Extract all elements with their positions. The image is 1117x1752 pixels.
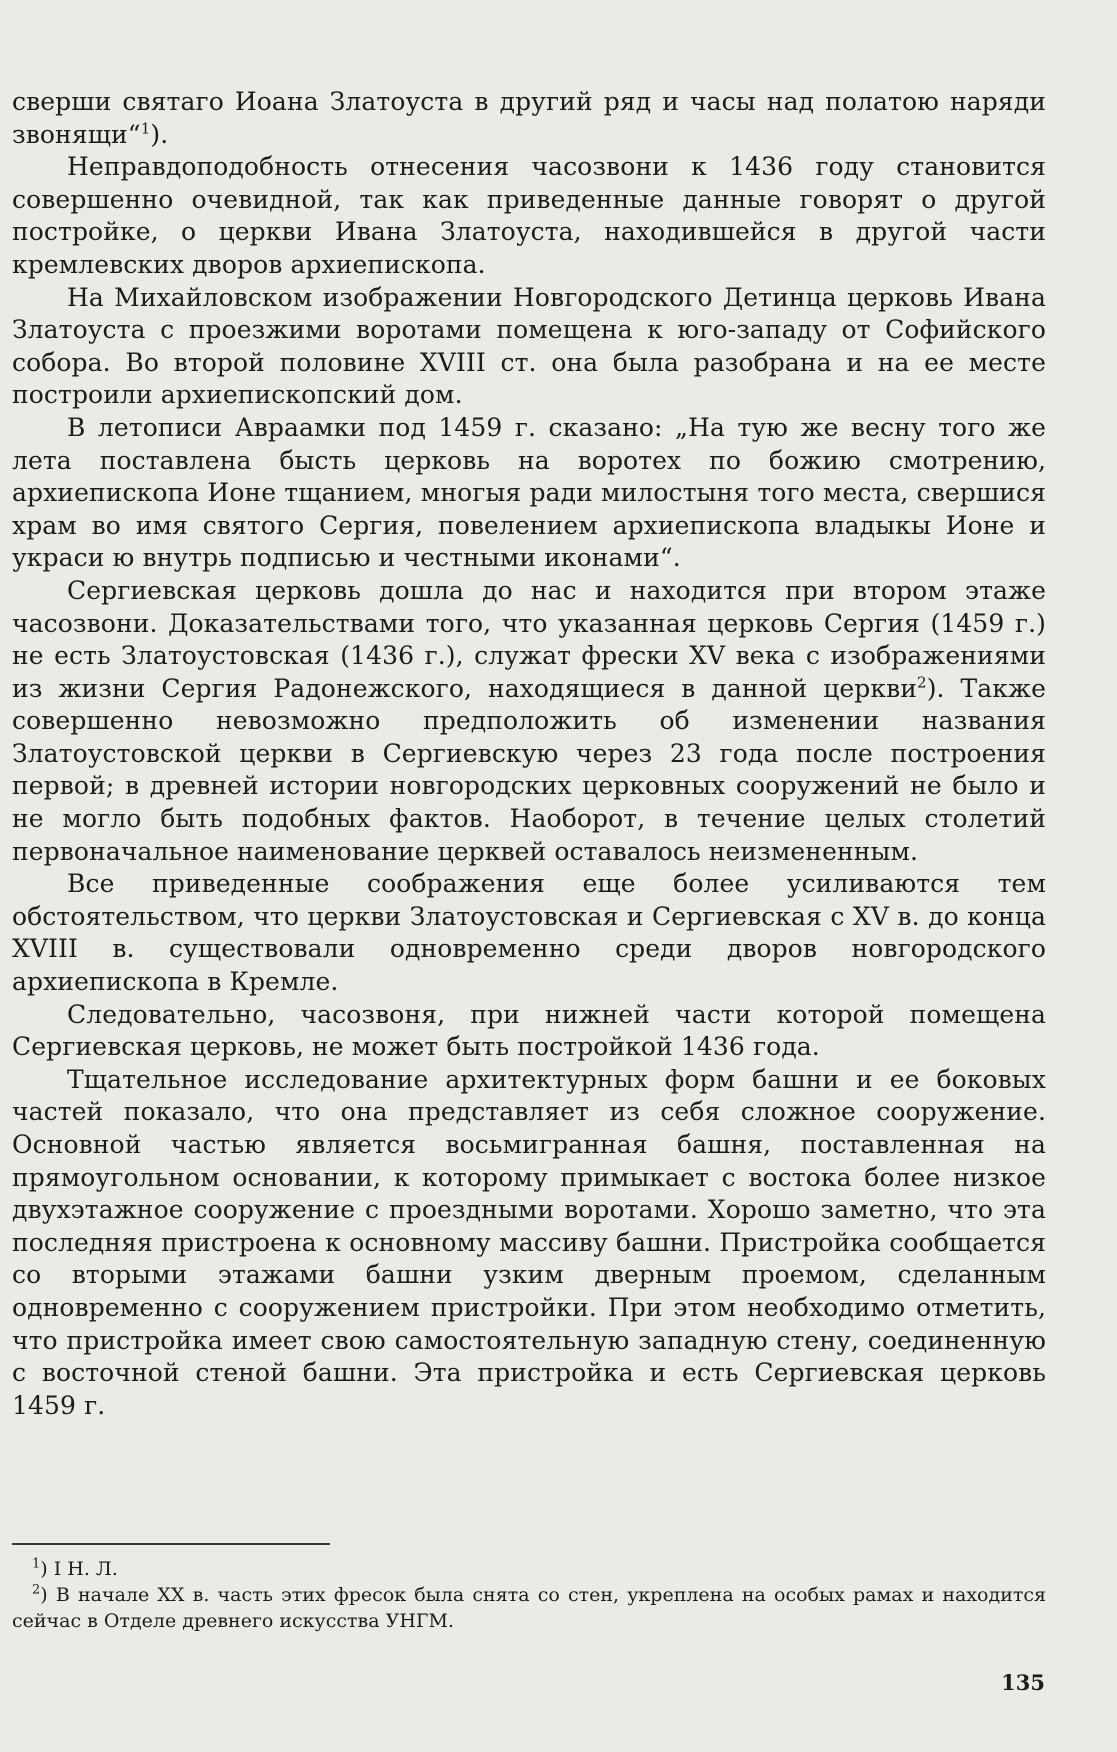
footnote-ref-1: 1	[140, 119, 151, 138]
paragraph-6: Все приведенные соображения еще более усиливаются тем обстоятельством, что церкви Златоустовская и Сергиевская с XV в. до конца XVIII в. существовали одновременно среди дворов новгородского архиепископа в Кремле.	[12, 869, 1046, 997]
paragraph-1: сверши святаго Иоана Златоуста в другий ряд и часы над полатою наряди звонящи“$^1$).	[12, 87, 1046, 149]
paragraph-2: Неправдоподобность отнесения часозвони к 1436 году становится совершенно очевидной, так как приведенные данные говорят о другой постройке, о церкви Ивана Златоуста, находившейся в другой части кремлевских дворов архиепископа.	[12, 152, 1046, 279]
footnotes	[12, 1556, 1046, 1634]
footnote-2: $^2$) В начале XX в. часть этих фресок была снята со стен, укреплена на особых рамах и находится сейчас в Отделе древнего искусства УНГМ.	[12, 1582, 1046, 1632]
footnote-divider	[12, 1543, 330, 1545]
paragraph-4: В летописи Авраамки под 1459 г. сказано: „На тую же весну того же лета поставлена бысть церковь на воротех по божию смотрению, архиепископа Ионе тщанием, многыя ради милостыня того места, свершися храм во имя святого Сергия, повелением архиепископа владыкы Ионе и украси ю внутрь подписью и честными иконами“.	[12, 412, 1046, 573]
paragraph-3: На Михайловском изображении Новгородского Детинца церковь Ивана Златоуста с проезжими воротами помещена к юго-западу от Софийского собора. Во второй половине XVIII ст. она была разобрана и на ее месте построили архиепископский дом.	[12, 282, 1046, 410]
paragraph-5: Сергиевская церковь дошла до нас и находится при втором этаже часозвони. Доказательствами того, что указанная церковь Сергия (1459 г.) не есть Златоустовская (1436 г.), служат фрески XV века с изображениями из жизни Сергия Радонежского, находящиеся в данной церкви$^2$). Также совершенно невозможно предположить об изменении названия Златоустовской церкви в Сергиевскую через 23 года после построения первой; в древней истории новгородских церковных сооружений не было и не могло быть подобных фактов. Наоборот, в течение целых столетий первоначальное наименование церквей оставалось неизмененным.	[12, 575, 1046, 866]
paragraph-8: Тщательное исследование архитектурных форм башни и ее боковых частей показало, что она представляет из себя сложное сооружение. Основной частью является восьмигранная башня, поставленная на прямоугольном основании, к которому примыкает с востока более низкое двухэтажное сооружение с проездными воротами. Хорошо заметно, что эта последняя пристроена к основному массиву башни. Пристройка сообщается со вторыми этажами башни узким дверным проемом, сделанным одновременно с сооружением пристройки. При этом необходимо отметить, что пристройка имеет свою самостоятельную западную стену, соединенную с восточной стеной башни. Эта пристройка и есть Сергиевская церковь 1459 г.	[12, 1064, 1046, 1420]
footnote-ref-2: 2	[917, 673, 927, 692]
page-number: 135	[1001, 1670, 1045, 1695]
footnote-1: $^1$) I Н. Л.	[32, 1556, 118, 1580]
footnote-mark: 2	[32, 1582, 41, 1598]
paragraph-7: Следовательно, часозвоня, при нижней части которой помещена Сергиевская церковь, не может быть постройкой 1436 года.	[12, 999, 1046, 1062]
footnote-mark: 1	[32, 1556, 41, 1572]
body-text	[12, 86, 1046, 1422]
